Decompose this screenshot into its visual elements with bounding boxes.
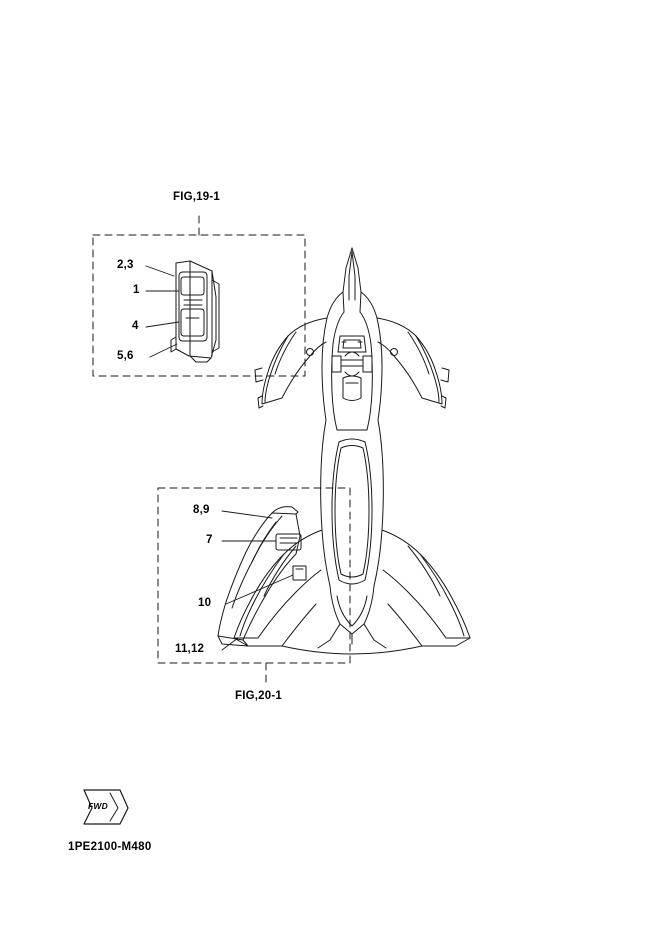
part-group-upper-exploded bbox=[171, 261, 219, 362]
callout-5-6: 5,6 bbox=[117, 350, 134, 362]
callout-4: 4 bbox=[132, 320, 139, 332]
group-caption-fig-20-1: FIG,20-1 bbox=[235, 690, 282, 702]
callout-7: 7 bbox=[206, 534, 213, 546]
group-caption-fig-19-1: FIG,19-1 bbox=[173, 191, 220, 203]
callout-8-9: 8,9 bbox=[193, 504, 210, 516]
part-number-label: 1PE2100-M480 bbox=[68, 841, 152, 853]
part-group-lower-exploded bbox=[218, 507, 306, 646]
watercraft-hull-top-view bbox=[234, 248, 470, 654]
callout-10: 10 bbox=[198, 597, 212, 609]
callout-11-12: 11,12 bbox=[175, 643, 205, 655]
callout-2-3: 2,3 bbox=[117, 259, 134, 271]
fwd-label: FWD bbox=[88, 801, 108, 811]
callout-1: 1 bbox=[133, 284, 140, 296]
